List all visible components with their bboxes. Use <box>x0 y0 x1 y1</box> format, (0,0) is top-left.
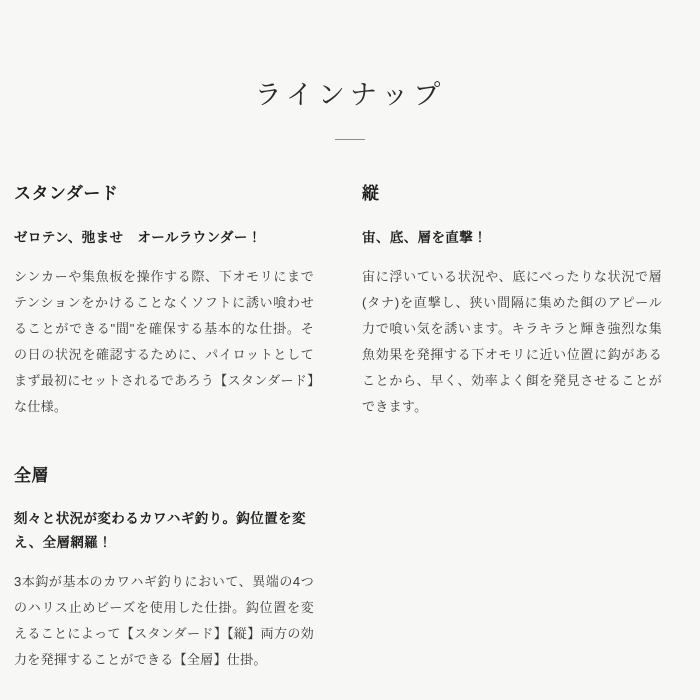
section-standard-lead: ゼロテン、弛ませ オールラウンダー！ <box>14 229 262 245</box>
section-tate <box>350 182 686 419</box>
section-zenso-heading: 全層 <box>14 465 49 485</box>
section-columns <box>14 182 686 419</box>
section-tate-lead: 宙、底、層を直撃！ <box>362 229 488 245</box>
section-standard-heading: スタンダード <box>14 184 119 204</box>
section-standard <box>14 182 350 419</box>
title-divider <box>335 139 365 140</box>
page-title: ラインナップ <box>254 80 446 110</box>
section-standard-body: シンカーや集魚板を操作する際、下オモリにまでテンションをかけることなくソフトに誘い喰わせることができる"間"を確保する基本的な仕掛。その日の状況を確認するために、パイロットとしてまず最初にセットされるであろう【スタンダード】な仕様。 <box>14 268 314 414</box>
section-tate-heading: 縦 <box>362 184 380 204</box>
section-zenso <box>14 464 350 673</box>
section-zenso-lead: 刻々と状況が変わるカワハギ釣り。鈎位置を変え、全層網羅！ <box>14 511 306 550</box>
section-tate-body: 宙に浮いている状況や、底にべったりな状況で層(タナ)を直撃し、狭い間隔に集めた餌のアピール力で喰い気を誘います。キラキラと輝き強烈な集魚効果を発揮する下オモリに近い位置に鈎があることから、早く、効率よく餌を発見させることができます。 <box>362 268 662 414</box>
section-zenso-body: 3本鈎が基本のカワハギ釣りにおいて、異端の4つのハリス止めビーズを使用した仕掛。鈎位置を変えることによって【スタンダード】【縦】両方の効力を発揮することができる【全層】仕掛。 <box>14 573 314 667</box>
